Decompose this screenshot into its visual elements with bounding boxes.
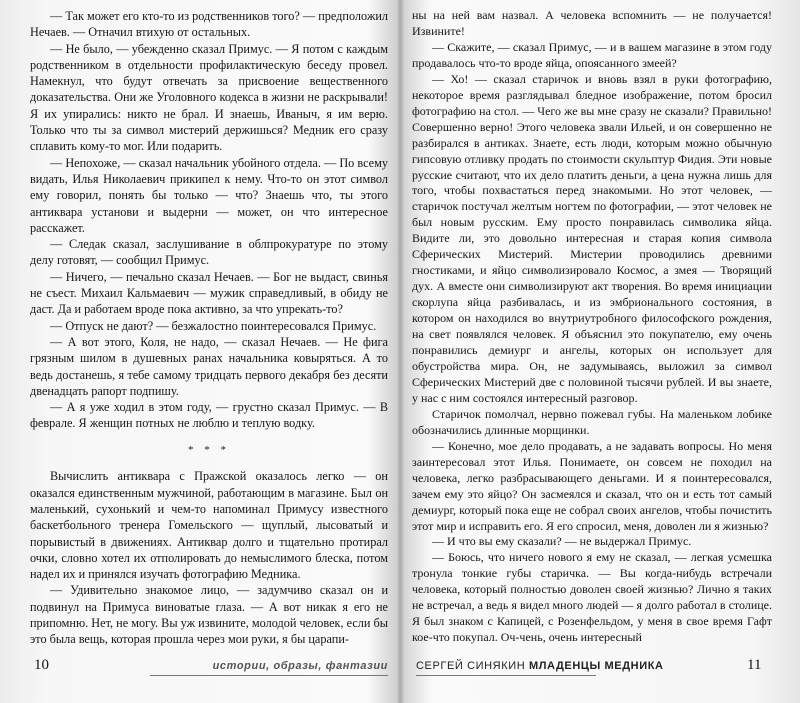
left-page-text — [30, 8, 388, 648]
paragraph: — Ничего, — печально сказал Нечаев. — Бог не выдаст, свинья не съест. Михаил Кальмаевич — мужик справедливый, в обиду не даст. Да и работаем вроде пока активно, за что упрекать-то? — [30, 269, 388, 317]
paragraph: — И что вы ему сказали? — не выдержал Примус. — [432, 534, 692, 549]
paragraph: — А я уже ходил в этом году, — грустно сказал Примус. — В феврале. Я женщин потных не люблю и теплую водку. — [30, 400, 388, 431]
paragraph: — Боюсь, что ничего нового я ему не сказал, — легкая усмешка тронула тонкие губы старичка. — Вы когда-нибудь встречали человека, который полностью доволен своей жизнью? Лично я таких не встречал, а ведь я видел много людей — я долго работал в столице. Я был знаком с Капицей, с Розенфельдом, у меня в свое время Гафт кое-что покупал. Оч-чень, очень интересный — [412, 550, 772, 645]
paragraph: — Отпуск не дают? — безжалостно поинтересовался Примус. — [50, 318, 377, 333]
page-number-right: 11 — [747, 657, 762, 673]
running-head-right — [416, 660, 664, 672]
paragraph: — Не было, — убежденно сказал Примус. — Я потом с каждым родственником в отдельности профилактическую беседу провел. Намекнул, что будут отвечать за присвоение вещественного доказательства. Они же Уголовного кодекса в жизни не раскрывали! Я их упирались: никто не брал. И знаешь, Иваныч, я им верю. Только что ты за символ мистерий держишься? Медник его сразу сплавить кому-то мог. Или подарить. — [30, 41, 388, 154]
right-page-text — [412, 8, 772, 646]
paragraph: — Так может его кто-то из родственников того? — предположил Нечаев. — Отначил втихую от остальных. — [30, 9, 388, 40]
paragraph: — Скажите, — сказал Примус, — и в вашем магазине в этом году продавалось что-то вроде яйца, опоясанного змеей? — [412, 39, 772, 70]
paragraph: — Конечно, мое дело продавать, а не задавать вопросы. Но меня заинтересовал этот Илья. Понимаете, он совсем не походил на человека, легко разбрасывающего деньгами. И я поинтересовался, зачем ему это яйцо? Он засмеялся и сказал, что он и есть тот самый демиург, который пока еще не собрал своих ангелов, чтобы почистить этот мир и исправить его. Я его спросил, меня, доволен ли я жизнью? — [412, 438, 772, 533]
paragraph: Вычислить антиквара с Пражской оказалось легко — он оказался единственным мужчиной, работающим в магазине. Был он маленький, сухонький и чем-то напоминал Примусу известного баскетбольного тренера Гомельского — щуплый, лысоватый и порывистый в движениях. Антиквар долго и тщательно протирал очки, словно хотел их отполировать до немыслимого блеска, потом надел их и принялся изучать фотографию Медника. — [30, 469, 388, 582]
page-number-left: 10 — [34, 657, 49, 673]
paragraph: ны на ней вам назвал. А человека вспомнить — не получается! Извините! — [412, 8, 772, 38]
footer-rule-left — [150, 675, 388, 676]
paragraph: — Удивительно знакомое лицо, — задумчиво сказал он и подвинул на Примуса виноватые глаза. — А вот никак я его не припомню. Нет, не могу. Вы уж извините, молодой человек, если бы это была вещь, которая прошла через мои руки, я бы царапи- — [30, 583, 388, 647]
paragraph: — Хо! — сказал старичок и вновь взял в руки фотографию, некоторое время разглядывал бледное изображение, потом бросил фотографию на стол. — Чего же вы мне сразу не сказали? Правильно! Совершенно верно! Этого человека звали Ильей, и он совершенно не разбирался в антиках. Знаете, есть люди, которым можно обычную гипсовую отливку продать по стоимости скульптур Фидия. Эти новые русские считают, что их дело платить деньги, а цена нужна лишь для того, чтобы похвастаться перед знакомыми. Но этот человек, — старичок постучал желтым ногтем по фотографии, — этот человек не был новым русским. Ему просто понравилась символика яйца. Видите ли, это довольно интересная и старая копия символа Сферических Мистерий. Мистерии проводились древними гностиками, и яйцо символизировало Космос, а змея — Творящий дух. А вместе они символизируют акт творения. Во время инициации скорлупа яйца разбивалась, и из эмбрионального состояния, в котором он находился во внутриутробного философского рождения, на свет появлялся человек. Я объяснил это покупателю, ему очень понравились демиург и ангелы, которых он использует для обустройства мира. Он, не задумываясь, выложил за символ Сферических Мистерий две с половиной тысячи рублей. И вы знаете, у нас с ним состоялся интересный разговор. — [412, 71, 772, 405]
running-head-author: СЕРГЕЙ СИНЯКИН — [416, 660, 526, 672]
paragraph: — Следак сказал, заслушивание в облпрокуратуре по этому делу готовят, — сообщил Примус. — [30, 237, 388, 268]
paragraph: — А вот этого, Коля, не надо, — сказал Нечаев. — Не фига грязным шилом в душевных ранах начальника ковыряться. А то ведь достанешь, я тебе самому тридцать первого декабря без десяти двенадцать рапорт подпишу. — [30, 334, 388, 398]
paragraph: Старичок помолчал, нервно пожевал губы. На маленьком лобике обозначились длинные морщинки. — [412, 406, 772, 437]
right-page — [412, 8, 772, 646]
section-separator: * * * — [188, 443, 230, 456]
running-head-title: МЛАДЕНЦЫ МЕДНИКА — [528, 660, 664, 672]
paragraph: — Непохоже, — сказал начальник убойного отдела. — По всему видать, Илья Николаевич прикипел к нему. Что-то он этот символ ему говорил, понять бы только — что? Знаешь что, ты этого антиквара установи и выдерни — может, он что интересное расскажет. — [30, 155, 388, 235]
footer-rule-right — [416, 675, 596, 676]
left-page — [30, 8, 388, 648]
running-head-left: истории, образы, фантазии — [212, 660, 388, 672]
